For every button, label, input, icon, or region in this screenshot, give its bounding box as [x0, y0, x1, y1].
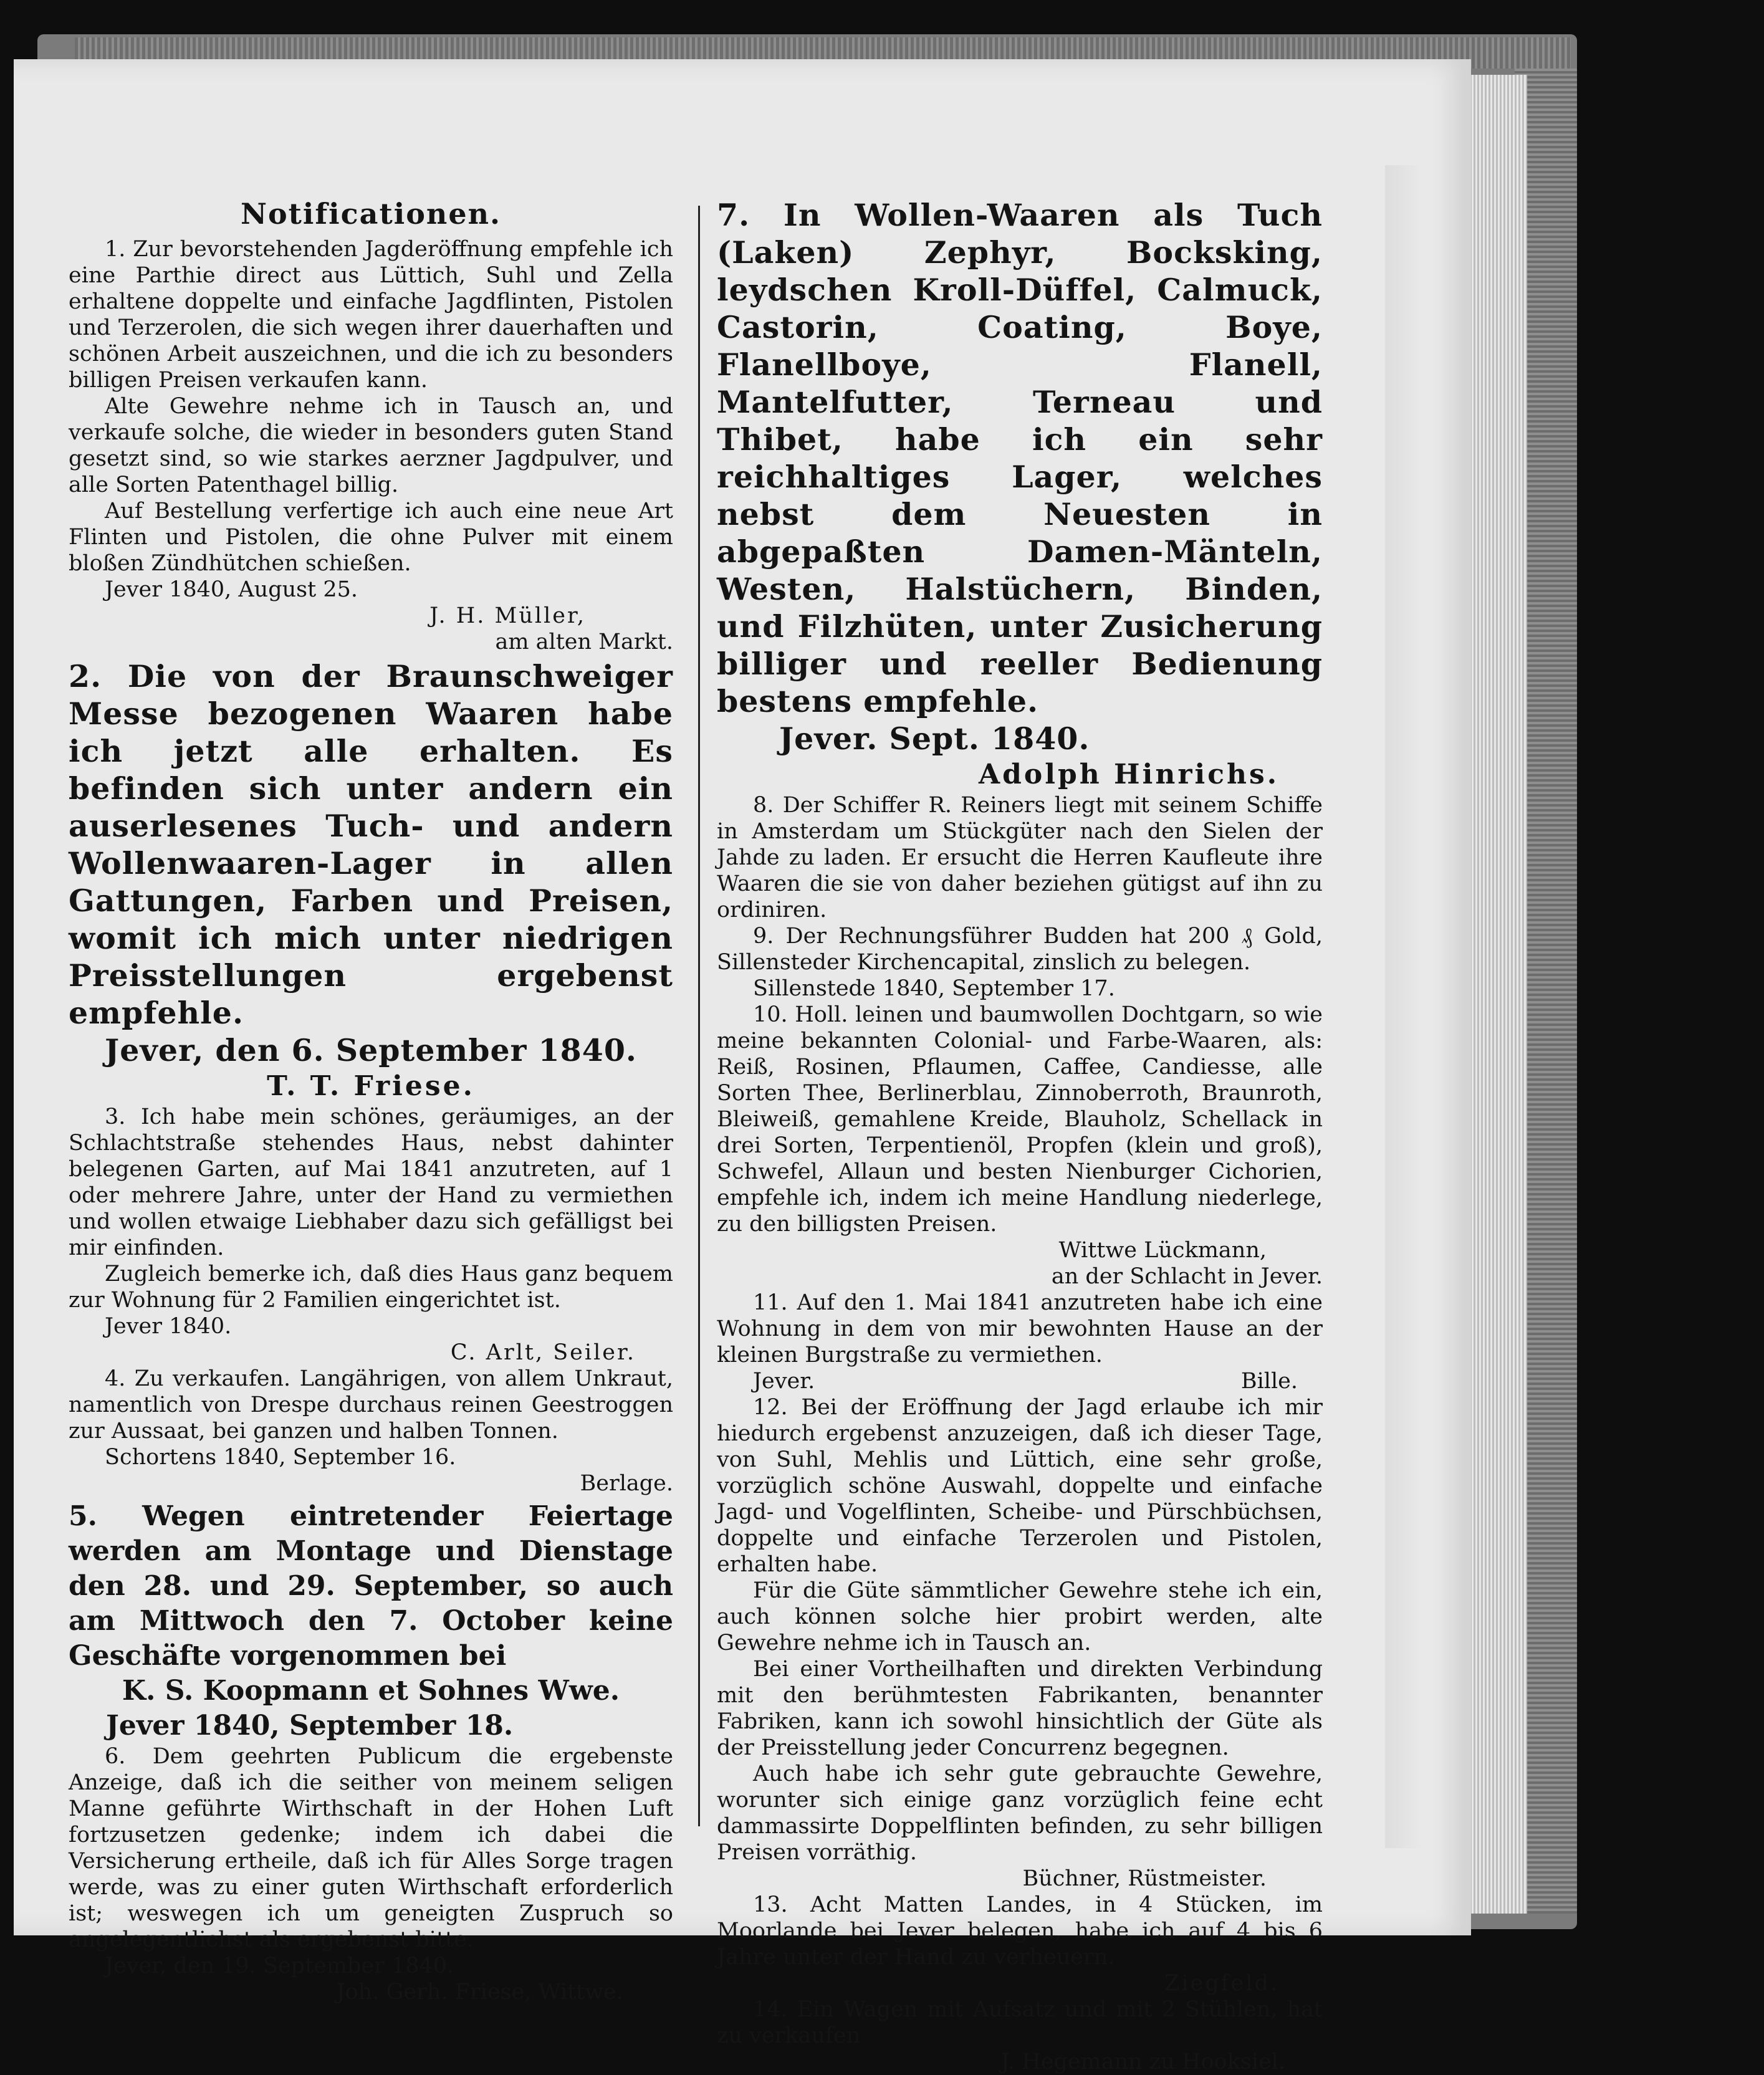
- notice-1-text-2: Alte Gewehre nehme ich in Tausch an, und verkaufe solche, die wieder in besonders guten Stand gesetzt sind, so wie starkes aerzner Jagdpulver, und alle Sorten Patenthagel billig.: [69, 394, 673, 497]
- right-column: [717, 196, 1323, 2075]
- notice-1-text-3: Auf Bestellung verfertige ich auch eine neue Art Flinten und Pistolen, die ohne Pulver mit einem bloßen Zündhütchen schießen.: [69, 499, 673, 576]
- notice-3-text-2: Zugleich bemerke ich, daß dies Haus ganz bequem zur Wohnung für 2 Familien eingerichtet ist.: [69, 1262, 673, 1313]
- notice-13-signature: Ziegfeld.: [1164, 1971, 1279, 1996]
- notice-2-date: Jever, den 6. September 1840.: [105, 1032, 637, 1068]
- notice-5-date: Jever 1840, September 18.: [106, 1710, 514, 1742]
- notice-9: 9. Der Rechnungsführer Budden hat 200 ₰ Gold, Sillensteder Kirchencapital, zinslich zu belegen.: [717, 924, 1323, 975]
- notice-9-date: Sillenstede 1840, September 17.: [753, 976, 1115, 1001]
- notice-2: 2. Die von der Braunschweiger Messe bezogenen Waaren habe ich jetzt alle erhalten. Es befinden sich unter andern ein auserlesenes Tuch- und andern Wollenwaaren-Lager in allen Gattungen, Farben und Preisen, womit ich mich unter niedrigen Preisstellungen ergebenst empfehle.: [69, 658, 673, 1031]
- notice-1-signature-address: am alten Markt.: [495, 630, 673, 654]
- notice-7: 7. In Wollen-Waaren als Tuch (Laken) Zephyr, Bocksking, leydschen Kroll-Düffel, Calmuck, Castorin, Coating, Boye, Flanellboye, Flanell, Mantelfutter, Terneau und Thibet, habe ich ein sehr reichhaltiges Lager, welches nebst dem Neuesten in abgepaßten Damen-Mänteln, Westen, Halstüchern, Binden, und Filzhüten, unter Zusicherung billiger und reeller Bedienung bestens empfehle.: [717, 197, 1323, 719]
- newspaper-page: [14, 59, 1471, 2074]
- notice-6-date: Jever, den 19. September 1840.: [105, 1953, 454, 1978]
- notice-7-signature: Adolph Hinrichs.: [979, 759, 1280, 790]
- notice-14-signature: J. Hegemann zu Hooksiel.: [1000, 2049, 1285, 2074]
- notice-11: 11. Auf den 1. Mai 1841 anzutreten habe ich eine Wohnung in dem von mir bewohnten Hause an der kleinen Burgstraße zu vermiethen.: [717, 1290, 1323, 1368]
- notice-14: 14. Ein Wagen mit Aufsatz und mit 2 Stühlen, hat zu verkaufen: [717, 1997, 1323, 2048]
- notice-3: 3. Ich habe mein schönes, geräumiges, an der Schlachtstraße stehendes Haus, nebst dahinter belegenen Garten, auf Mai 1841 anzutreten, auf 1 oder mehrere Jahre, unter der Hand zu vermiethen und wollen etwaige Liebhaber dazu sich gefälligst bei mir einfinden.: [69, 1105, 673, 1260]
- notice-7-date: Jever. Sept. 1840.: [779, 721, 1090, 757]
- notice-1-date: Jever 1840, August 25.: [105, 577, 358, 602]
- notice-6-signature: Joh. Gerh. Friese, Wittwe.: [336, 1980, 623, 2005]
- notice-5-signature: K. S. Koopmann et Sohnes Wwe.: [122, 1675, 620, 1707]
- notice-4-date: Schortens 1840, September 16.: [105, 1445, 456, 1470]
- notice-11-footer: [717, 1368, 1323, 1394]
- notice-6: 6. Dem geehrten Publicum die ergebenste Anzeige, daß ich die seither von meinem seligen Manne geführte Wirthschaft in der Hohen Luft fortzusetzen gedenke; indem ich dabei die Versicherung ertheile, daß ich für Alles Sorge tragen werde, was zu einer guten Wirthschaft erforderlich ist; weswegen ich um geneigten Zuspruch so angelegentlichst als ergebenst bitte.: [69, 1744, 673, 1952]
- notice-3-signature: C. Arlt, Seiler.: [450, 1340, 636, 1365]
- notice-1-signature: J. H. Müller,: [429, 603, 586, 628]
- notice-1: 1. Zur bevorstehenden Jagderöffnung empfehle ich eine Parthie direct aus Lüttich, Suhl und Zella erhaltene doppelte und einfache Jagdflinten, Pistolen und Terzerolen, die sich wegen ihrer dauerhaften und schönen Arbeit auszeichnen, und die ich zu besonders billigen Preisen verkaufen kann.: [69, 237, 673, 393]
- notice-12-text-4: Auch habe ich sehr gute gebrauchte Gewehre, worunter sich einige ganz vorzüglich feine echt dammassirte Doppelflinten befinden, zu sehr billigen Preisen vorräthig.: [717, 1761, 1323, 1865]
- notice-5: 5. Wegen eintretender Feiertage werden am Montage und Dienstage den 28. und 29. September, so auch am Mittwoch den 7. October keine Geschäfte vorgenommen bei: [69, 1500, 673, 1672]
- notice-3-date: Jever 1840.: [105, 1314, 232, 1339]
- gutter-shadow: [1385, 165, 1422, 1848]
- left-column: [69, 196, 673, 2005]
- notice-13: 13. Acht Matten Landes, in 4 Stücken, im Moorlande bei Jever belegen, habe ich auf 4 bis 6 Jahre unter der Hand zu verheuern.: [717, 1892, 1323, 1970]
- notice-12-text-3: Bei einer Vortheilhaften und direkten Verbindung mit den berühmtesten Fabrikanten, benannter Fabriken, kann ich sowohl hinsichtlich der Güte als der Preisstellung jeder Concurrenz begegnen.: [717, 1657, 1323, 1760]
- page-title: Notificationen.: [240, 197, 502, 231]
- notice-2-signature: T. T. Friese.: [267, 1070, 475, 1102]
- notice-4-signature: Berlage.: [580, 1471, 673, 1496]
- column-divider: [698, 206, 700, 1826]
- notice-8: 8. Der Schiffer R. Reiners liegt mit seinem Schiffe in Amsterdam um Stückgüter nach den Sielen der Jahde zu laden. Er ersucht die Herren Kaufleute ihre Waaren die sie von daher beziehen gütigst auf ihn zu ordiniren.: [717, 793, 1323, 922]
- notice-10: 10. Holl. leinen und baumwollen Dochtgarn, so wie meine bekannten Colonial- und Farbe-Waaren, als: Reiß, Rosinen, Pflaumen, Caffee, Candiesse, alle Sorten Thee, Berlinerblau, Zinnoberroth, Braunroth, Bleiweiß, gemahlene Kreide, Blauholz, Schellack in drei Sorten, Terpentienöl, Propfen (klein und groß), Schwefel, Allaun und besten Nienburger Cichorien, empfehle ich, indem ich meine Handlung niederlege, zu den billigsten Preisen.: [717, 1002, 1323, 1237]
- notice-11-signature: Bille.: [1240, 1369, 1298, 1394]
- notice-12-signature: Büchner, Rüstmeister.: [1022, 1866, 1267, 1891]
- notice-4: 4. Zu verkaufen. Langährigen, von allem Unkraut, namentlich von Drespe durchaus reinen Geestroggen zur Aussaat, bei ganzen und halben Tonnen.: [69, 1366, 673, 1444]
- notice-10-signature: Wittwe Lückmann,: [1058, 1238, 1267, 1263]
- notice-11-place: Jever.: [753, 1369, 815, 1394]
- notice-12-text-2: Für die Güte sämmtlicher Gewehre stehe ich ein, auch können solche hier probirt werden, alte Gewehre nehme ich in Tausch an.: [717, 1578, 1323, 1656]
- notice-12: 12. Bei der Eröffnung der Jagd erlaube ich mir hiedurch ergebenst anzuzeigen, daß ich dieser Tage, von Suhl, Mehlis und Lüttich, eine sehr große, vorzüglich schöne Auswahl, doppelte und einfache Jagd- und Vogelflinten, Scheibe- und Pürschbüchsen, doppelte und einfache Terzerolen und Pistolen, erhalten habe.: [717, 1395, 1323, 1577]
- notice-10-signature-address: an der Schlacht in Jever.: [1051, 1264, 1323, 1289]
